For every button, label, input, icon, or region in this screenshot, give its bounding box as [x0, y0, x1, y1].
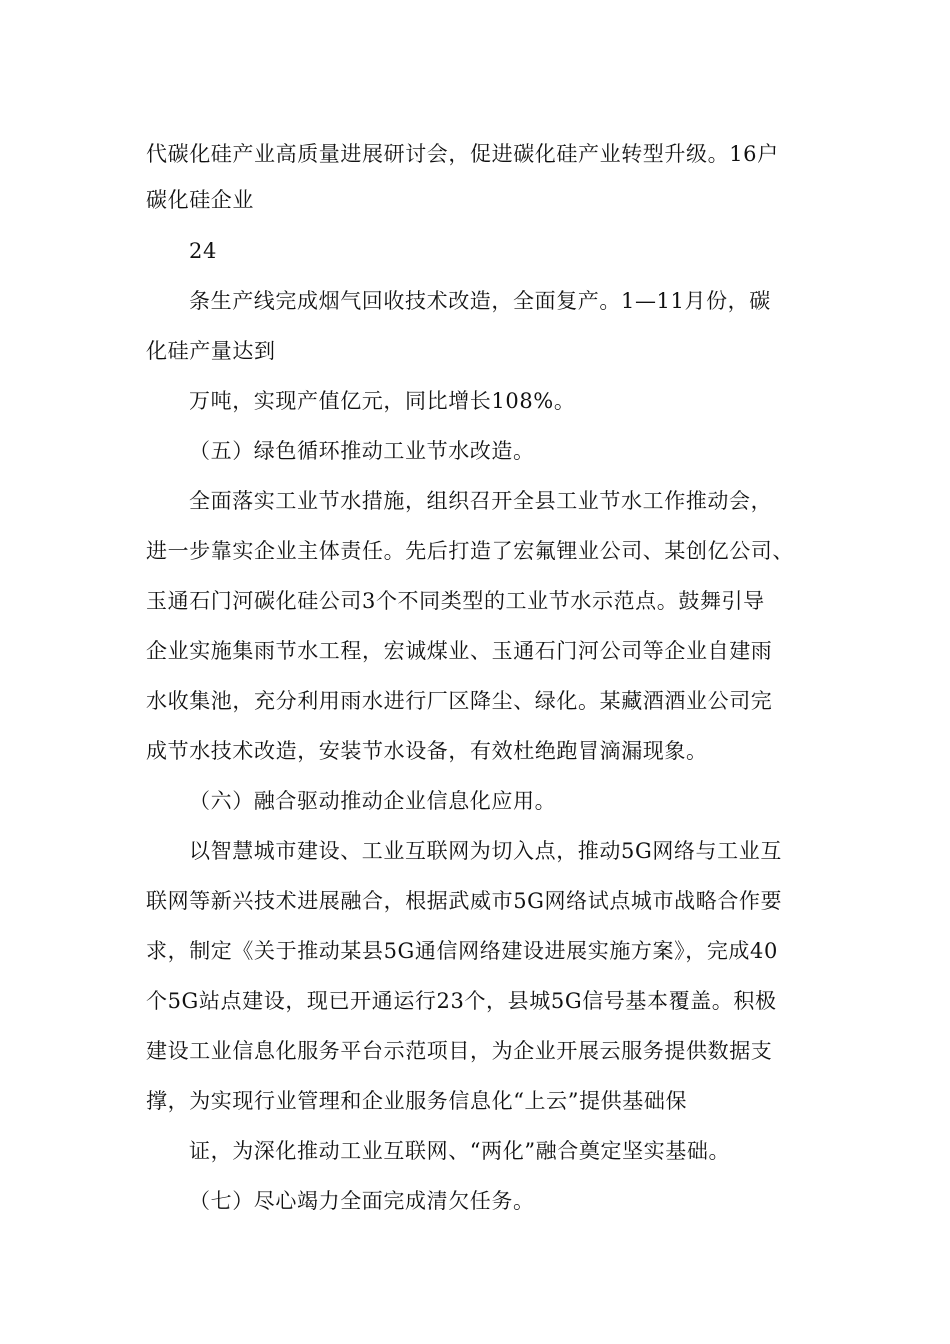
- text-line: 撑，为实现行业管理和企业服务信息化“上云”提供基础保: [146, 1089, 688, 1113]
- text-line: 证，为深化推动工业互联网、“两化”融合奠定坚实基础。: [189, 1139, 731, 1163]
- section-heading: （六）融合驱动推动企业信息化应用。: [189, 789, 557, 813]
- text-line: 联网等新兴技术进展融合，根据武威市5G网络试点城市战略合作要: [146, 889, 783, 913]
- text-line: 进一步靠实企业主体责任。先后打造了宏氟锂业公司、某创亿公司、: [146, 539, 794, 563]
- text-line: 化硅产量达到: [146, 339, 276, 363]
- text-line: 以智慧城市建设、工业互联网为切入点，推动5G网络与工业互: [189, 839, 782, 863]
- text-line: 全面落实工业节水措施，组织召开全县工业节水工作推动会，: [189, 489, 773, 513]
- text-line: 条生产线完成烟气回收技术改造，全面复产。1—11月份，碳: [189, 289, 771, 313]
- text-line: 万吨，实现产值亿元，同比增长108%。: [189, 389, 576, 413]
- text-line: 碳化硅企业: [146, 188, 254, 212]
- text-line: 建设工业信息化服务平台示范项目，为企业开展云服务提供数据支: [146, 1039, 773, 1063]
- text-line: 代碳化硅产业高质量进展研讨会，促进碳化硅产业转型升级。16户: [146, 142, 779, 166]
- text-line: 求，制定《关于推动某县5G通信网络建设进展实施方案》，完成40: [146, 939, 778, 963]
- text-line: 24: [189, 239, 217, 263]
- text-line: 个5G站点建设，现已开通运行23个，县城5G信号基本覆盖。积极: [146, 989, 777, 1013]
- text-line: 成节水技术改造，安装节水设备，有效杜绝跑冒滴漏现象。: [146, 739, 708, 763]
- text-line: 水收集池，充分利用雨水进行厂区降尘、绿化。某藏酒酒业公司完: [146, 689, 773, 713]
- text-line: 企业实施集雨节水工程，宏诚煤业、玉通石门河公司等企业自建雨: [146, 639, 773, 663]
- section-heading: （五）绿色循环推动工业节水改造。: [189, 439, 535, 463]
- text-line: 玉通石门河碳化硅公司3个不同类型的工业节水示范点。鼓舞引导: [146, 589, 765, 613]
- section-heading: （七）尽心竭力全面完成清欠任务。: [189, 1189, 535, 1213]
